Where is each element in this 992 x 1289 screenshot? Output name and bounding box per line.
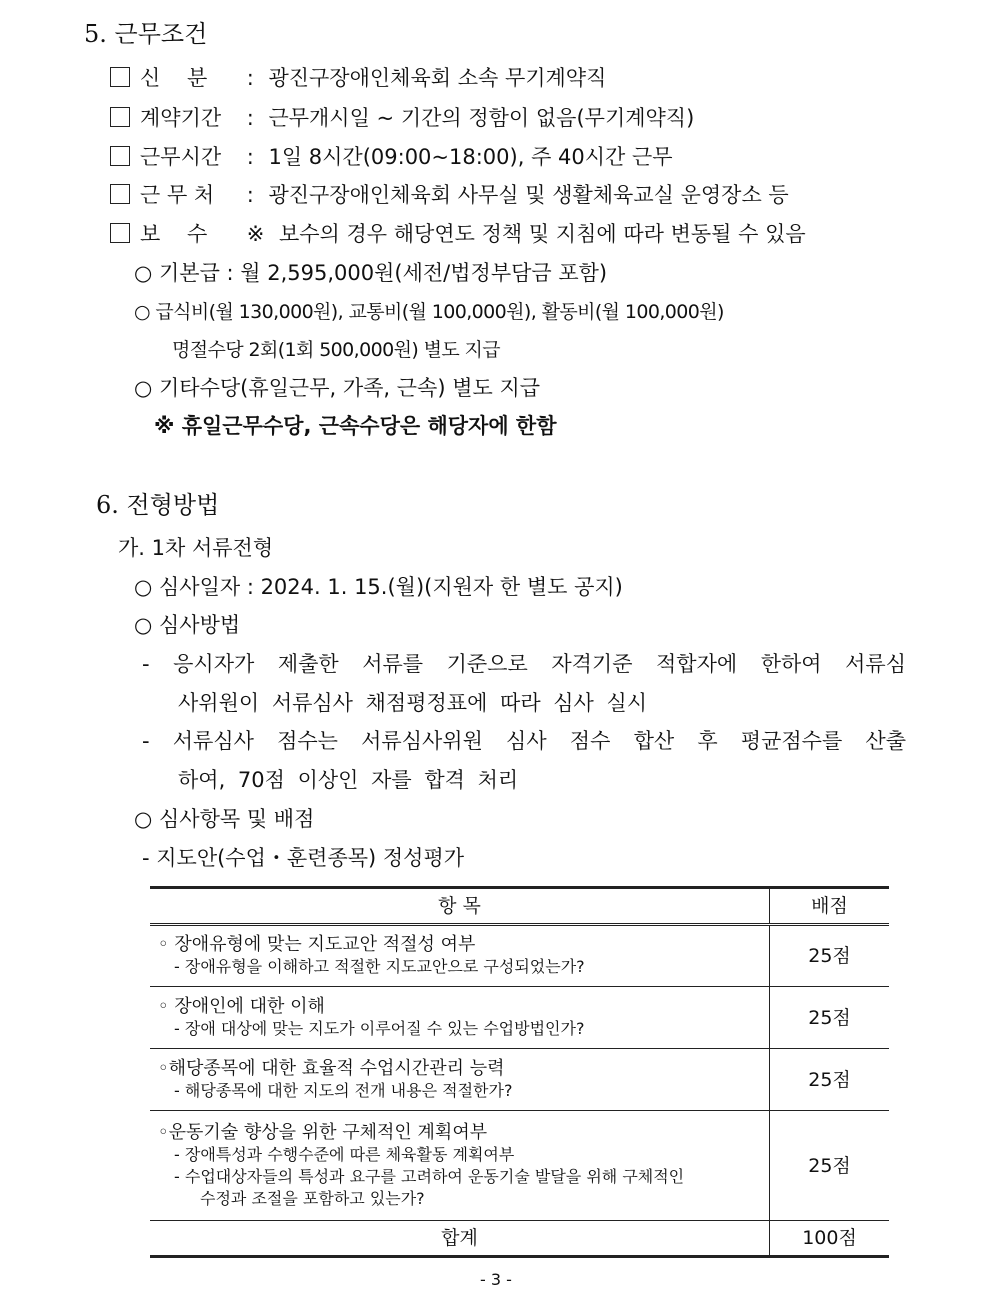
item-title: ◦해당종목에 대한 효율적 수업시간관리 능력 (158, 1057, 505, 1079)
item-title: ◦ 장애유형에 맞는 지도교안 적절성 여부 (158, 934, 476, 955)
checkbox-square-icon (110, 67, 130, 87)
pay-other: ○ 기타수당(휴일근무, 가족, 근속) 별도 지급 (134, 376, 541, 400)
screening-date: ○ 심사일자 : 2024. 1. 15.(월)(지원자 한 별도 공지) (134, 575, 623, 599)
item-cell (150, 1049, 770, 1111)
item-cell (150, 987, 770, 1049)
score-cell: 25점 (770, 1049, 890, 1111)
section5-title: 5. 근무조건 (84, 20, 208, 48)
item-sub: - 해당종목에 대한 지도의 전개 내용은 적절한가? (174, 1080, 513, 1100)
table-header-row (150, 888, 889, 925)
header-item: 항 목 (150, 888, 770, 925)
item-sub: - 장애특성과 수행수준에 따른 체육활동 계획여부 (174, 1144, 515, 1164)
pay-base: ○ 기본급 : 월 2,595,000원(세전/법정부담금 포함) (134, 261, 608, 285)
screening-method-line2a: - 서류심사 점수는 서류심사위원 심사 점수 합산 후 평균점수를 산출 (142, 729, 906, 753)
checkbox-square-icon (110, 184, 130, 204)
condition-salary (110, 220, 806, 248)
table-row (150, 987, 889, 1049)
condition-label: 계약기간 (140, 106, 222, 130)
document-screening-title: 가. 1차 서류전형 (118, 536, 274, 560)
item-title: ◦운동기술 향상을 위한 구체적인 계획여부 (158, 1121, 488, 1143)
condition-status (110, 64, 606, 92)
item-cell (150, 1111, 770, 1221)
condition-label: 근 무 처 (140, 183, 215, 207)
checkbox-square-icon (110, 107, 130, 127)
condition-text: 1일 8시간(09:00~18:00), 주 40시간 근무 (268, 145, 673, 169)
condition-work-hours (110, 143, 673, 171)
screening-items-title: ○ 심사항목 및 배점 (134, 807, 315, 831)
pay-allowances: ○ 급식비(월 130,000원), 교통비(월 100,000원), 활동비(월 100,000원) (134, 301, 724, 323)
page-number: - 3 - (480, 1270, 512, 1289)
condition-separator: : (246, 145, 254, 169)
condition-text: 근무개시일 ~ 기간의 정함이 없음(무기계약직) (268, 106, 695, 130)
score-cell: 25점 (770, 925, 890, 987)
screening-method-line2b: 하여, 70점 이상인 자를 합격 처리 (178, 768, 519, 792)
checkbox-square-icon (110, 223, 130, 243)
score-cell: 25점 (770, 1111, 890, 1221)
item-cell (150, 925, 770, 987)
item-sub: 수정과 조절을 포함하고 있는가? (200, 1188, 425, 1208)
table-row (150, 925, 889, 987)
condition-separator: : (246, 66, 254, 90)
condition-label: 보 수 (140, 222, 208, 246)
condition-separator: : (246, 106, 254, 130)
condition-text: 광진구장애인체육회 소속 무기계약직 (268, 66, 607, 90)
screening-method-line1a: - 응시자가 제출한 서류를 기준으로 자격기준 적합자에 한하여 서류심 (142, 652, 906, 676)
condition-contract-period (110, 104, 694, 132)
table-row (150, 1111, 889, 1221)
screening-items-sub: - 지도안(수업・훈련종목) 정성평가 (142, 846, 465, 870)
screening-method: ○ 심사방법 (134, 613, 241, 637)
condition-workplace (110, 181, 789, 209)
condition-separator: ※ (246, 222, 265, 246)
condition-label: 신 분 (140, 66, 208, 90)
pay-holiday-bonus: 명절수당 2회(1회 500,000원) 별도 지급 (172, 339, 501, 361)
total-score: 100점 (770, 1221, 890, 1257)
item-sub: - 수업대상자들의 특성과 요구를 고려하여 운동기술 발달을 위해 구체적인 (174, 1166, 685, 1186)
item-sub: - 장애유형을 이해하고 적절한 지도교안으로 구성되었는가? (174, 957, 585, 976)
condition-label: 근무시간 (140, 145, 222, 169)
condition-separator: : (246, 183, 254, 207)
checkbox-square-icon (110, 146, 130, 166)
pay-note: ※ 휴일근무수당, 근속수당은 해당자에 한함 (154, 414, 557, 438)
item-sub: - 장애 대상에 맞는 지도가 이루어질 수 있는 수업방법인가? (174, 1018, 585, 1038)
screening-method-line1b: 사위원이 서류심사 채점평정표에 따라 심사 실시 (178, 691, 648, 715)
total-label: 합계 (150, 1221, 770, 1257)
condition-text: 보수의 경우 해당연도 정책 및 지침에 따라 변동될 수 있음 (278, 222, 806, 246)
section6-title: 6. 전형방법 (96, 491, 220, 519)
header-score: 배점 (770, 888, 890, 925)
condition-text: 광진구장애인체육회 사무실 및 생활체육교실 운영장소 등 (268, 183, 789, 207)
table-total-row (150, 1221, 889, 1257)
item-title: ◦ 장애인에 대한 이해 (158, 995, 325, 1017)
scoring-table (150, 886, 889, 1258)
score-cell: 25점 (770, 987, 890, 1049)
table-row (150, 1049, 889, 1111)
